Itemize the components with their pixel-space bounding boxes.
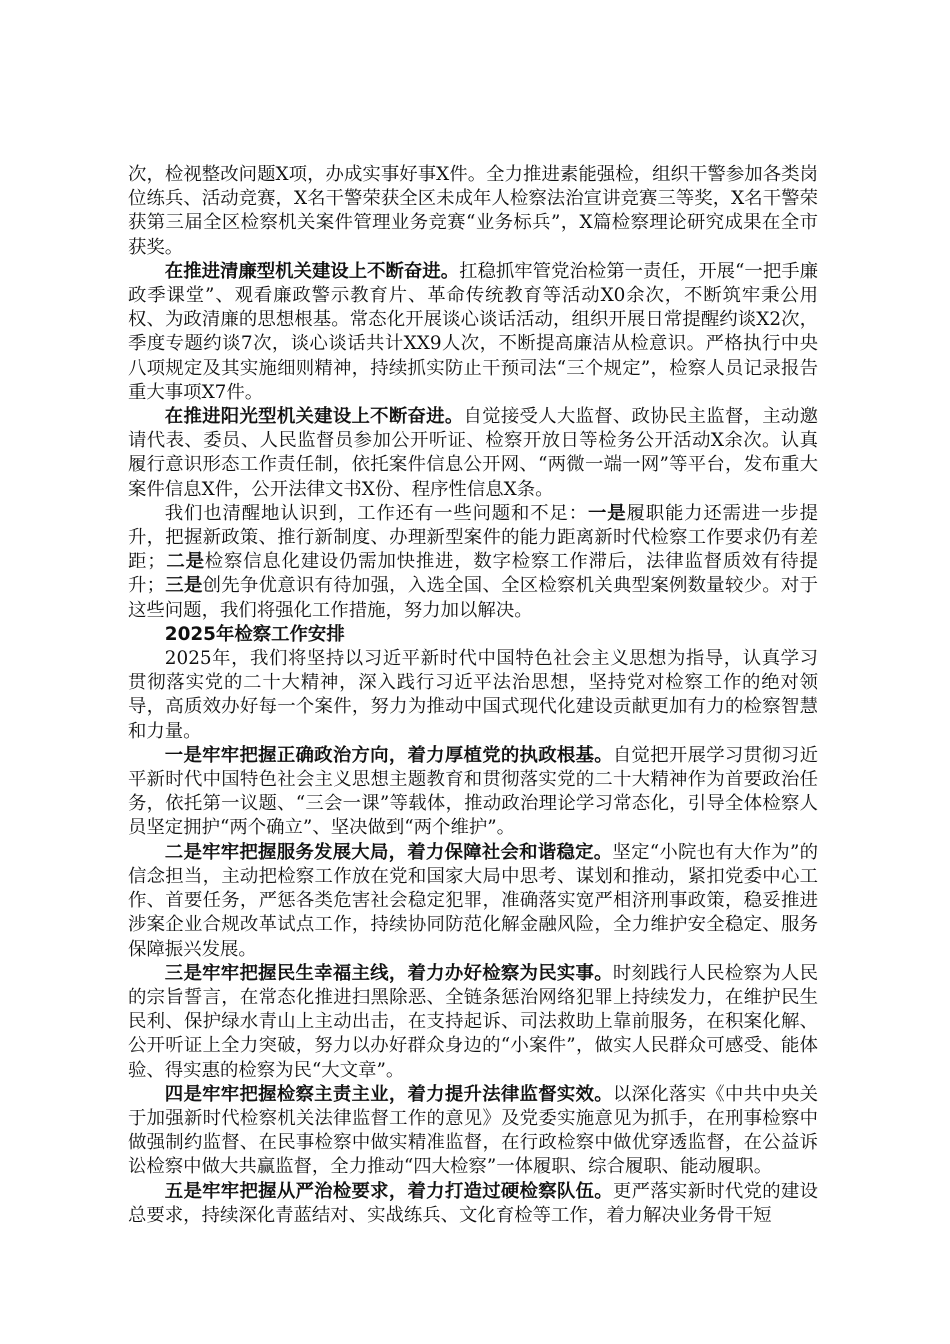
paragraph-lead: 二是牢牢把握服务发展大局，着力保障社会和谐稳定。 bbox=[164, 841, 613, 863]
segment-lead: 三是 bbox=[165, 575, 203, 597]
paragraph-lead: 在推进清廉型机关建设上不断奋进。 bbox=[164, 260, 460, 282]
paragraph-item-3 bbox=[128, 962, 818, 1083]
paragraph-lead: 一是牢牢把握正确政治方向，着力厚植党的执政根基。 bbox=[164, 744, 613, 766]
paragraph-transparency bbox=[128, 405, 818, 502]
paragraph-intro-2025 bbox=[128, 647, 818, 744]
paragraph-text: 自觉把开展学习贯彻习近平新时代中国特色社会主义思想主题教育和贯彻落实党的二十大精神作为首要政治任务，依托第一议题、“三会一课”等载体，推动政治理论学习常态化，引导全体检察人员坚定拥护“两个确立”、坚决做到“两个维护”。 bbox=[128, 744, 818, 839]
segment-text: 检察信息化建设仍需加快推进，数字检察工作滞后，法律监督质效有待提升； bbox=[128, 551, 818, 597]
paragraph-text: 以深化落实《中共中央关于加强新时代检察机关法律监督工作的意见》及党委实施意见为抓手，在刑事检察中做强制约监督、在民事检察中做实精准监督，在行政检察中做优穿透监督，在公益诉讼检察中做大共赢监督，全力推动“四大检察”一体履职、综合履职、能动履职。 bbox=[128, 1083, 818, 1178]
paragraph-text: 更严落实新时代党的建设总要求，持续深化青蓝结对、实战练兵、文化育检等工作，着力解决业务骨干短 bbox=[128, 1180, 818, 1226]
segment-lead: 一是 bbox=[587, 502, 627, 524]
paragraph-text: 扛稳抓牢管党治检第一责任，开展“一把手廉政季课堂”、观看廉政警示教育片、革命传统教育等活动X0余次，不断筑牢秉公用权、为政清廉的思想根基。常态化开展谈心谈话活动，组织开展日常提醒约谈X2次，季度专题约谈7次，谈心谈话共计XX9人次，不断提高廉洁从检意识。严格执行中央八项规定及其实施细则精神，持续抓实防止干预司法“三个规定”，检察人员记录报告重大事项X7件。 bbox=[128, 260, 818, 403]
segment-text: 履职能力还需进一步提升，把握新政策、推行新制度、办理新型案件的能力距离新时代检察工作要求仍有差距； bbox=[128, 502, 818, 573]
paragraph-text: 自觉接受人大监督、政协民主监督，主动邀请代表、委员、人民监督员参加公开听证、检察开放日等检务公开活动X余次。认真履行意识形态工作责任制，依托案件信息公开网、“两微一端一网”等平台，发布重大案件信息X件，公开法律文书X份、程序性信息X条。 bbox=[128, 406, 818, 500]
paragraph-lead: 在推进阳光型机关建设上不断奋进。 bbox=[164, 406, 464, 428]
paragraph-continuation bbox=[128, 163, 818, 260]
paragraph-item-5 bbox=[128, 1180, 818, 1228]
paragraph-clean-government bbox=[128, 260, 818, 405]
paragraph-text: 次，检视整改问题X项，办成实事好事X件。全力推进素能强检，组织干警参加各类岗位练兵、活动竞赛，X名干警荣获全区未成年人检察法治宣讲竞赛三等奖，X名干警荣获第三届全区检察机关案件管理业务竞赛“业务标兵”，X篇检察理论研究成果在全市获奖。 bbox=[128, 164, 818, 258]
paragraph-item-2 bbox=[128, 841, 818, 962]
paragraph-text: 时刻践行人民检察为人民的宗旨誓言，在常态化推进扫黑除恶、全链条惩治网络犯罪上持续发力，在维护民生民利、保护绿水青山上主动出击，在支持起诉、司法救助上靠前服务，在积案化解、公开听证上全力突破，努力以办好群众身边的“小案件”，做实人民群众可感受、能体验、得实惠的检察为民“大文章”。 bbox=[128, 962, 818, 1081]
paragraph-lead: 五是牢牢把握从严治检要求，着力打造过硬检察队伍。 bbox=[164, 1180, 613, 1202]
paragraph-lead: 三是牢牢把握民生幸福主线，着力办好检察为民实事。 bbox=[164, 962, 613, 984]
segment-text: 我们也清醒地认识到，工作还有一些问题和不足： bbox=[164, 502, 588, 524]
paragraph-item-1 bbox=[128, 744, 818, 841]
paragraph-lead: 四是牢牢把握检察主责主业，着力提升法律监督实效。 bbox=[164, 1083, 613, 1105]
segment-lead: 二是 bbox=[165, 551, 205, 573]
paragraph-shortcomings bbox=[128, 502, 818, 623]
paragraph-item-4 bbox=[128, 1083, 818, 1180]
document-page bbox=[128, 163, 818, 1228]
section-heading: 2025年检察工作安排 bbox=[164, 623, 345, 645]
paragraph-text: 坚定“小院也有大作为”的信念担当，主动把检察工作放在党和国家大局中思考、谋划和推动，紧扣党委中心工作、首要任务，严惩各类危害社会稳定犯罪，准确落实宽严相济刑事政策，稳妥推进涉案企业合规改革试点工作，持续协同防范化解金融风险，全力维护安全稳定、服务保障振兴发展。 bbox=[128, 841, 818, 960]
segment-text: 创先争优意识有待加强，入选全国、全区检察机关典型案例数量较少。对于这些问题，我们将强化工作措施，努力加以解决。 bbox=[128, 575, 818, 621]
paragraph-text: 2025年，我们将坚持以习近平新时代中国特色社会主义思想为指导，认真学习贯彻落实党的二十大精神，深入践行习近平法治思想，坚持党对检察工作的绝对领导，高质效办好每一个案件，努力为推动中国式现代化建设贡献更加有力的检察智慧和力量。 bbox=[128, 648, 818, 742]
